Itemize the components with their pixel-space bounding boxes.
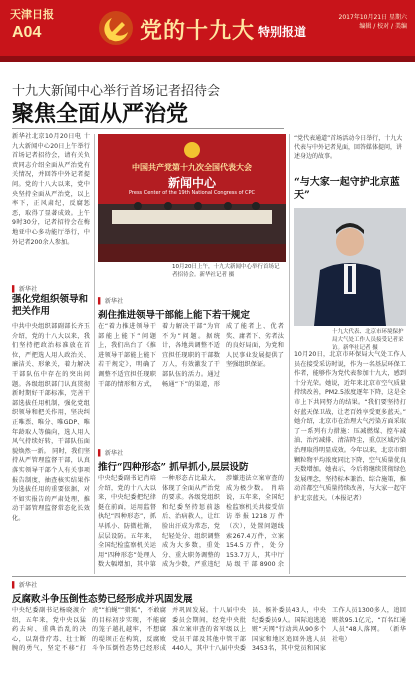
photo-screen-line1: 中国共产党第十九次全国代表大会 bbox=[132, 163, 252, 172]
headline-rule bbox=[12, 128, 284, 129]
delegate-photo-caption: 十九大代表、北京市环境保护局大气处工作人员接受记者采访。新华社记者 摄 bbox=[332, 329, 404, 351]
lead-headline: 聚焦全面从严治党 bbox=[12, 101, 189, 127]
section2-title: 刹住推进领导干部能上能下若干规定 bbox=[98, 310, 251, 321]
newspaper-name: 天津日报 bbox=[10, 8, 54, 21]
banner-date-line: 2017年10月21日 星期六 bbox=[338, 14, 407, 21]
photo-screen-line3: Press Center of the 19th National Congress of CPC bbox=[129, 190, 255, 196]
section2-author-name: 新华社 bbox=[104, 298, 124, 305]
section3-author: ▌ 新华社 bbox=[98, 450, 124, 457]
section1-title: 强化党组织领导和把关作用 bbox=[12, 294, 89, 317]
press-conference-photo-image bbox=[98, 134, 286, 262]
press-conference-photo bbox=[98, 134, 286, 262]
bottom-rule bbox=[12, 576, 406, 577]
side-body: 10月20日，北京市环保局大气处工作人员在接受采访时说，作为一名基层环保工作者，能够作为党代表参加十九大，感到十分光荣。她说，近年来北京市空气质量持续改善，PM2.5浓度逐年下降，这是全市上下共同努力的结果。“我们要坚持打好蓝天保卫战，让老百姓享受更多蓝天。” bbox=[294, 351, 406, 416]
section4-end-mark: （新华社电） bbox=[332, 626, 406, 643]
side-text bbox=[294, 350, 406, 572]
section3-text bbox=[98, 474, 284, 572]
section1-text bbox=[12, 322, 90, 572]
column-divider-left bbox=[94, 134, 95, 574]
delegate-photo bbox=[294, 208, 406, 326]
section3-author-name: 新华社 bbox=[104, 450, 124, 457]
intro-text: 新华社北京10月20日电 十九大新闻中心20日上午举行首场记者招待会，请有关负责同志介绍全面从严治党有关情况，并回答中外记者提问。党的十八大以来，党中央坚持全面从严治党，以上率下，正风肃纪，反腐惩恶，取得了显著成效。上午9时30分，记者招待会在梅地亚中心多功能厅举行，中外记者200余人参加。 bbox=[12, 133, 90, 246]
section4-title: 反腐败斗争压倒性态势已经形成并巩固发展 bbox=[12, 594, 193, 605]
section3-body: 中央纪委副书记肖培介绍，党的十八大以来，中央纪委把纪律挺在前面，运用监督执纪“四种形态”，抓早抓小、防微杜渐，层层设防。五年来，全国纪检监察机关运用“四种形态”处理人数大幅增加，其中第一种形态占比最大，体现了全面从严治党的要求。各级党组织和纪委坚持惩前毖后、治病救人，让红脸出汗成为常态，党纪轻处分、组织调整成为大多数，重处分、重大职务调整的成为少数，严重违纪涉嫌违法立案审查的成为极少数。 bbox=[98, 475, 284, 569]
banner-title: 党的十九大 bbox=[140, 18, 256, 44]
section1-author: ▌ 新华社 bbox=[12, 286, 38, 293]
section4-text bbox=[12, 606, 406, 672]
lead-kicker: 十九大新闻中心举行首场记者招待会 bbox=[12, 84, 221, 99]
column-divider-right bbox=[289, 134, 290, 574]
side-title: “与大家一起守护北京蓝天” bbox=[294, 177, 400, 201]
page-number: A04 bbox=[12, 24, 42, 41]
side-kicker: “党代表通道”首场活动今日举行，十九大代表与中外记者见面，回答媒体提问，讲述身边的故事。 bbox=[294, 135, 403, 160]
section2-text: 在“着力推进领导干部能上能下”问题上，我们出台了《推进领导干部能上能下若干规定》，明确了调整不适宜担任现职干部的情形和方式，着力解决干部“为官不为”问题。据统计，各地共调整不适宜担任现职的干部数万人，有效激发了干部队伍的活力。通过畅通“下”的渠道，形成了能者上、优者奖、庸者下、劣者汰的良好局面，为党和人民事业发展提供了坚强组织保证。 bbox=[98, 323, 284, 388]
delegate-photo-image bbox=[294, 208, 406, 326]
section4-body: 中央纪委副书记杨晓渡介绍，五年来，党中央以猛药去疴、重典治乱的决心，以刮骨疗毒、壮士断腕的勇气，坚定不移“打虎”“拍蝇”“猎狐”，不敢腐的目标初步实现，不能腐的笼子越扎越牢，不想腐的堤坝正在构筑，反腐败斗争压倒性态势已经形成并巩固发展。十八届中央委员会期间，经党中央批准立案审查的省军级以上党员干部及其他中管干部440人，其中十八届中央委员、候补委员43人，中央纪委委员9人。国际追逃追赃“天网”行动共从90多个国家和地区追回外逃人员3453名，其中党员和国家工作人员1300多人，追回赃款95.1亿元，“百名红通人员”48人落网。 bbox=[12, 607, 406, 653]
side-body-2: 她介绍，北京市在治理大气污染方面采取了一系列有力措施：压减燃煤、控车减油、治污减排、清洁降尘，重点区域污染治理取得明显成效。今年以来，北京市细颗粒物平均浓度同比下降，空气质量优良天数增加。她表示，今后将继续贯彻绿色发展理念，坚持标本兼治、综合施策，推动首都空气质量持续改善，与大家一起守护北京蓝天。（本报记者） bbox=[294, 418, 406, 502]
section3-body-2: 肖培说，五年来，全国纪检监察机关共接受信访举报1218万件（次），处置问题线索267.4万件，立案154.5万件，处分153.7万人，其中厅局级干部8900余 bbox=[226, 484, 284, 569]
section1-body-2: 同时，我们坚持从严管理监督干部，认真落实领导干部个人有关事项报告制度，抽查核实结果作为选拔任用的重要依据，对不如实报告的严肃处理，推动干部管理监督常态化长效化。 bbox=[12, 447, 90, 522]
page-banner bbox=[0, 0, 415, 62]
section4-author-name: 新华社 bbox=[18, 582, 38, 589]
banner-subtitle: 特别报道 bbox=[258, 25, 307, 39]
party-emblem-icon bbox=[98, 10, 134, 46]
section1-author-name: 新华社 bbox=[18, 286, 38, 293]
banner-stripe bbox=[0, 56, 415, 62]
photo-caption: 10月20日上午，十九大新闻中心举行首场记者招待会。新华社记者 摄 bbox=[172, 264, 280, 278]
photo-screen-line2: 新闻中心 bbox=[167, 176, 216, 190]
section1-body: 中共中央组织部副部长齐玉介绍，党的十八大以来，我们坚持把政治标准放在首位，严把选人用人政治关、廉洁关、形象关，着力解决干部队伍中存在的突出问题。各级组织部门认真贯彻新时期好干部标准，完善干部选拔任用机制，强化党组织领导和把关作用，坚决纠正唯票、唯分、唯GDP、唯年龄取人等偏向，选人用人风气持续好转，干部队伍面貌焕然一新。 bbox=[12, 323, 90, 455]
banner-date bbox=[339, 13, 407, 31]
banner-editor-line: 编辑 / 校对 / 美编 bbox=[359, 23, 407, 30]
section2-author: ▌ 新华社 bbox=[98, 298, 124, 305]
section3-title: 推行“四种形态” 抓早抓小,层层设防 bbox=[98, 462, 249, 473]
section4-author: ▌ 新华社 bbox=[12, 582, 38, 589]
